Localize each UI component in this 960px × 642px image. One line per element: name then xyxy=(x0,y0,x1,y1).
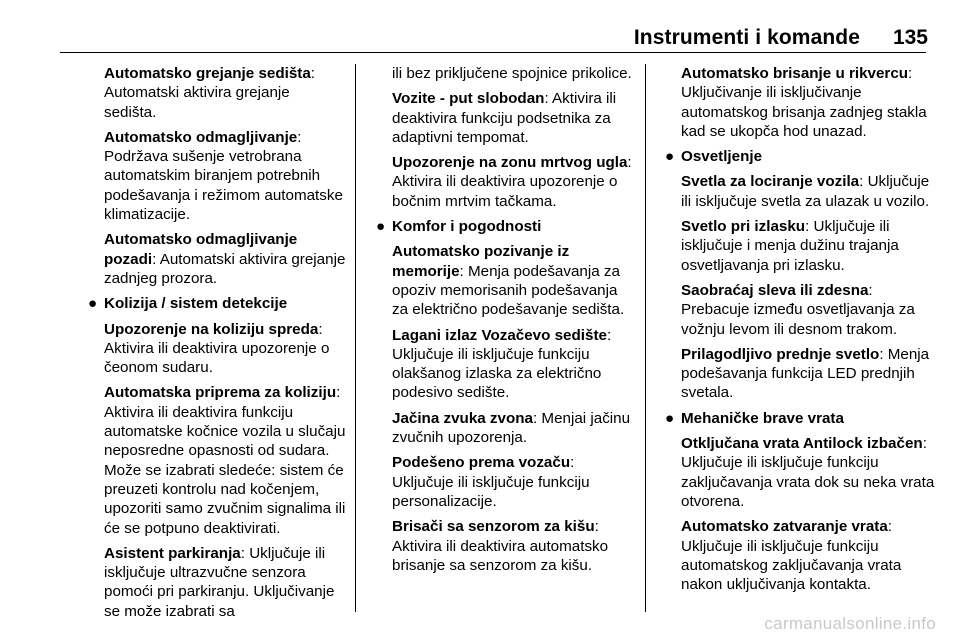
setting-entry xyxy=(376,242,636,319)
setting-name: Saobraćaj sleva ili zdesna xyxy=(681,281,869,299)
section-heading: Osvetljenje xyxy=(681,148,763,166)
running-header-title: Instrumenti i komande xyxy=(633,26,860,49)
setting-name: Podešeno prema vozaču xyxy=(392,454,571,472)
setting-description: : Uključuje ili isključuje funkciju zaključavanja vrata dok su neka vrata otvorena. xyxy=(681,435,935,510)
setting-entry xyxy=(376,517,636,575)
setting-description: : Uključuje ili isključuje funkciju olakšanog izlaska za električno podesivo sedište. xyxy=(392,326,612,402)
bullet-icon: ● xyxy=(665,409,675,427)
bullet-icon: ● xyxy=(665,148,675,166)
setting-description: : Aktivira ili deaktivira automatsko brisanje sa senzorom za kišu. xyxy=(392,518,609,574)
setting-name: Brisači sa senzorom za kišu xyxy=(392,518,595,536)
section-bullet xyxy=(376,217,636,236)
setting-name: Jačina zvuka zvona xyxy=(392,409,533,427)
setting-description: : Menja podešavanja za opoziv memorisanih podešavanja za električno podešavanje sedišta. xyxy=(392,262,625,319)
setting-description: : Prebacuje između osvetljavanja za vožnju levom ili desnom trakom. xyxy=(681,281,915,338)
setting-description: : Automatski aktivira grejanje zadnjeg prozora. xyxy=(104,250,346,287)
setting-name: Prilagodljivo prednje svetlo xyxy=(681,345,880,363)
setting-name: Asistent parkiranja xyxy=(104,544,241,562)
setting-entry xyxy=(88,544,346,621)
setting-entry xyxy=(376,326,636,403)
setting-description: : Uključuje ili isključuje funkciju automatskog zaključavanja vrata nakon uključivanja kontakta. xyxy=(681,518,902,594)
setting-entry xyxy=(665,345,935,403)
setting-entry xyxy=(88,128,346,224)
section-heading: Mehaničke brave vrata xyxy=(681,409,844,427)
setting-entry xyxy=(88,320,346,378)
setting-name: Automatsko zatvaranje vrata xyxy=(681,518,888,536)
setting-description: : Uključuje ili isključuje svetla za ulazak u vozilo. xyxy=(681,173,930,210)
setting-name: Upozorenje na koliziju spreda xyxy=(104,320,319,338)
setting-name: Automatsko odmagljivanje xyxy=(104,128,298,146)
setting-entry xyxy=(665,64,935,141)
section-heading: Kolizija / sistem detekcije xyxy=(104,295,288,313)
column-divider-2 xyxy=(645,64,646,612)
text-column-1 xyxy=(88,64,346,627)
setting-name: Svetlo pri izlasku xyxy=(681,218,806,236)
setting-description: : Podržava sušenje vetrobrana automatskim biranjem potrebnih podešavanja i režimom automatske klimatizacije. xyxy=(104,128,343,224)
setting-description: : Menjai jačinu zvučnih upozorenja. xyxy=(392,409,631,447)
setting-name: Automatsko odmagljivanje pozadi xyxy=(104,231,298,268)
setting-entry xyxy=(665,517,935,594)
setting-name: Lagani izlaz Vozačevo sedište xyxy=(392,326,607,344)
setting-description: : Uključuje ili isključuje ultrazvučne senzora pomoći pri parkiranju. Uključivanje se može izabrati sa xyxy=(104,544,335,620)
setting-entry xyxy=(88,230,346,288)
bullet-icon: ● xyxy=(88,295,98,313)
setting-entry xyxy=(665,434,935,511)
setting-description: : Uključivanje ili isključivanje automatskog brisanja zadnjeg stakla kad se ukopča hod unazad. xyxy=(681,65,927,140)
setting-entry xyxy=(376,153,636,211)
setting-entry xyxy=(665,281,935,339)
setting-entry xyxy=(665,172,935,211)
bullet-icon: ● xyxy=(376,218,386,236)
setting-description: ili bez priključene spojnice prikolice. xyxy=(392,65,632,82)
setting-name: Automatsko pozivanje iz memorije xyxy=(392,243,570,280)
setting-name: Svetla za lociranje vozila xyxy=(681,173,860,191)
setting-description: : Aktivira ili deaktivira upozorenje o čeonom sudaru. xyxy=(104,320,330,377)
text-column-2 xyxy=(376,64,636,581)
setting-name: Vozite - put slobodan xyxy=(392,90,545,108)
section-bullet xyxy=(665,147,935,166)
setting-description: : Uključuje ili isključuje i menja dužinu trajanja osvetljavanja pri izlasku. xyxy=(681,218,899,274)
setting-description: : Menja podešavanja funkcija LED prednjih svetala. xyxy=(681,345,930,402)
watermark: carmanualsonline.info xyxy=(764,614,936,633)
setting-description: : Aktivira ili deaktivira funkciju podsetnika za adaptivni tempomat. xyxy=(392,90,617,146)
column-divider-1 xyxy=(355,64,356,612)
setting-entry xyxy=(376,89,636,147)
setting-entry xyxy=(376,409,636,448)
section-heading: Komfor i pogodnosti xyxy=(392,218,542,236)
setting-description: : Automatski aktivira grejanje sedišta. xyxy=(104,65,316,121)
setting-name: Upozorenje na zonu mrtvog ugla xyxy=(392,154,628,172)
text-column-3 xyxy=(665,64,935,600)
setting-entry xyxy=(665,217,935,275)
page-number: 135 xyxy=(892,26,928,49)
setting-name: Automatsko grejanje sedišta xyxy=(104,65,311,82)
setting-entry xyxy=(88,383,346,537)
setting-name: Otključana vrata Antilock izbačen xyxy=(681,435,923,453)
section-bullet xyxy=(665,409,935,428)
setting-entry xyxy=(88,64,346,122)
header-divider xyxy=(60,52,926,53)
setting-name: Automatsko brisanje u rikvercu xyxy=(681,65,909,82)
section-bullet xyxy=(88,294,346,313)
setting-description: : Aktivira ili deaktivira funkciju automatske kočnice vozila u slučaju neposredne opasnosti od sudara. Može se izabrati sledeće: sistem će preuzeti kontrolu nad kočenjem, upozoriti samo zvučnim signalima ili će se potpuno deaktivirati. xyxy=(104,384,346,537)
setting-description: : Aktivira ili deaktivira upozorenje o bočnim mrtvim tačkama. xyxy=(392,154,632,210)
setting-entry xyxy=(376,453,636,511)
setting-name: Automatska priprema za koliziju xyxy=(104,384,337,402)
setting-description: : Uključuje ili isključuje funkciju personalizacije. xyxy=(392,454,590,510)
setting-entry xyxy=(376,64,636,83)
